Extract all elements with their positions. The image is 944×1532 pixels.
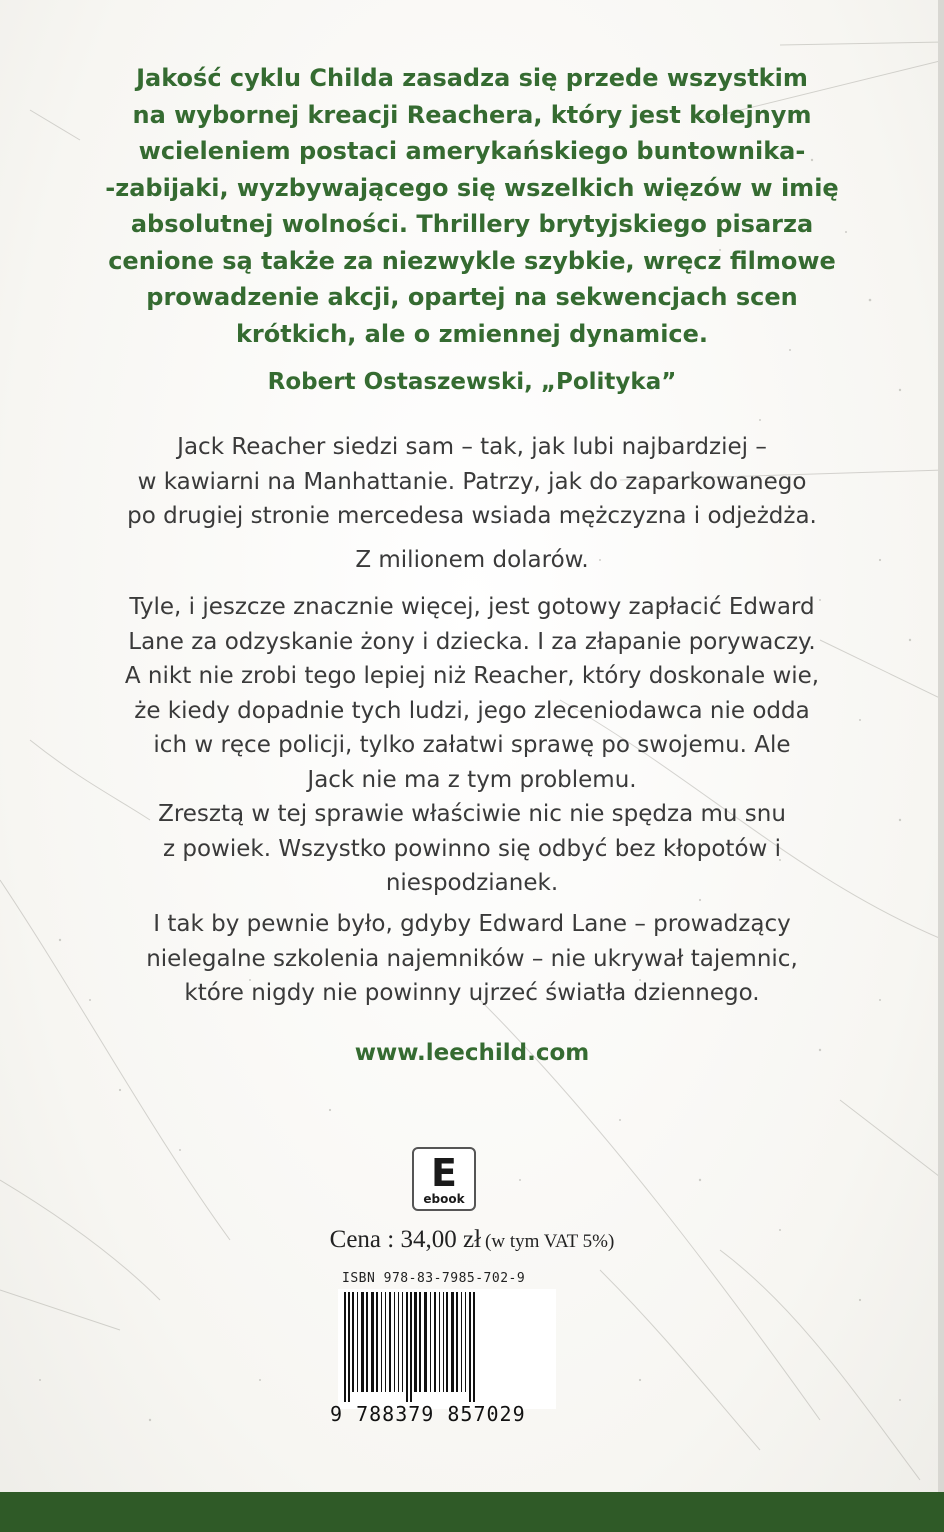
barcode-bar (348, 1292, 350, 1402)
blurb-line: Zresztą w tej sprawie właściwie nic nie spędza mu snu (158, 801, 786, 827)
barcode-bar (398, 1292, 399, 1392)
blurb-line: ich w ręce policji, tylko załatwi sprawę po swojemu. Ale (153, 732, 791, 758)
isbn-barcode (342, 1292, 552, 1404)
barcode-bar (469, 1292, 471, 1402)
quote-line: Jakość cyklu Childa zasadza się przede wszystkim (136, 64, 808, 92)
barcode-bar (352, 1292, 354, 1392)
barcode-bar (389, 1292, 391, 1392)
barcode-bar (414, 1292, 417, 1392)
author-website: www.leechild.com (354, 1040, 590, 1066)
price-main: Cena : 34,00 zł (329, 1226, 482, 1253)
page-edge (938, 0, 944, 1532)
blurb-line: z powiek. Wszystko powinno się odbyć bez kłopotów i (162, 835, 782, 862)
blurb-line: że kiedy dopadnie tych ludzi, jego zleceniodawca nie odda (134, 697, 810, 724)
quote-line: absolutnej wolności. Thrillery brytyjskiego pisarza (130, 210, 814, 238)
barcode-bar (410, 1292, 412, 1402)
barcode-bar (385, 1292, 386, 1392)
barcode-bar (366, 1292, 368, 1392)
quote-line: prowadzenie akcji, opartej na sekwencjach scen (146, 283, 798, 311)
blurb-line: A nikt nie zrobi tego lepiej niż Reacher, który doskonale wie, (124, 663, 820, 689)
blurb-line: Jack Reacher siedzi sam – tak, jak lubi najbardziej – (177, 434, 767, 460)
blurb-line: Tyle, i jeszcze znacznie więcej, jest gotowy zapłacić Edward (129, 594, 815, 620)
blurb-line: niespodzianek. (385, 870, 559, 896)
price-line (200, 1226, 744, 1254)
blurb-line: Z milionem dolarów. (355, 547, 589, 573)
barcode-bar (371, 1292, 374, 1392)
blurb-line: po drugiej stronie mercedesa wsiada mężczyzna i odjeżdża. (127, 503, 817, 529)
barcode-bar (456, 1292, 458, 1392)
blurb-paragraph-4 (50, 797, 894, 901)
barcode-bar (439, 1292, 440, 1392)
green-footer-band (0, 1492, 944, 1532)
quote-line: cenione są także za niezwykle szybkie, wręcz filmowe (108, 246, 836, 275)
blurb-paragraph-3 (50, 590, 894, 797)
barcode-bar (443, 1292, 444, 1392)
quote-line: krótkich, ale o zmiennej dynamice. (235, 319, 709, 348)
barcode-bar (424, 1292, 427, 1392)
blurb-paragraph-2 (50, 543, 894, 578)
blurb-paragraph-1 (50, 430, 894, 534)
barcode-bar (473, 1292, 475, 1402)
ebook-label: ebook (423, 1192, 465, 1206)
blurb-line: I tak by pewnie było, gdyby Edward Lane – prowadzący (153, 911, 791, 937)
isbn-label: ISBN 978-83-7985-702-9 (342, 1271, 526, 1286)
review-quote (60, 60, 884, 352)
barcode-bar (430, 1292, 431, 1392)
quote-line: -zabijaki, wyzbywającego się wszelkich więzów w imię (105, 173, 839, 202)
barcode-bar (446, 1292, 448, 1392)
barcode-bar (434, 1292, 436, 1392)
blurb-paragraph-5 (50, 907, 894, 1011)
barcode-bar (402, 1292, 403, 1392)
blurb-line: w kawiarni na Manhattanie. Patrzy, jak do zaparkowanego (137, 468, 807, 495)
barcode-bar (406, 1292, 408, 1402)
barcode-bar (361, 1292, 364, 1392)
blurb-line: nielegalne szkolenia najemników – nie ukrywał tajemnic, (146, 945, 798, 972)
barcode-bar (394, 1292, 395, 1392)
barcode-bar (376, 1292, 378, 1392)
barcode-bar (419, 1292, 421, 1392)
ean-number: 9 788379 857029 (330, 1402, 526, 1426)
barcode-bar (465, 1292, 466, 1392)
ebook-letter: E (431, 1151, 457, 1195)
quote-line: na wybornej kreacji Reachera, który jest kolejnym (132, 100, 812, 129)
blurb-line: które nigdy nie powinny ujrzeć światła dziennego. (184, 980, 760, 1006)
barcode-bar (381, 1292, 382, 1392)
barcode-bar (451, 1292, 454, 1392)
barcode-bar (344, 1292, 346, 1402)
quote-line: wcieleniem postaci amerykańskiego buntownika- (138, 137, 806, 165)
price-vat: (w tym VAT 5%) (485, 1231, 615, 1252)
ebook-badge (412, 1147, 476, 1211)
quote-attribution: Robert Ostaszewski, „Polityka” (267, 369, 677, 395)
blurb-line: Jack nie ma z tym problemu. (307, 766, 637, 793)
blurb-line: Lane za odzyskanie żony i dziecka. I za złapanie porywaczy. (128, 628, 816, 655)
barcode-bar (357, 1292, 358, 1392)
barcode-bar (461, 1292, 462, 1392)
